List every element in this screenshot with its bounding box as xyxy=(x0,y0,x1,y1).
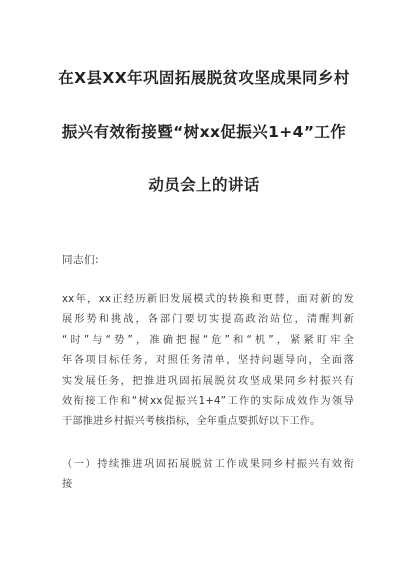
paragraph-line: xx年，xx正经历新旧发展模式的转换和更替，面对新的发 xyxy=(62,294,354,305)
title-line-3: 动员会上的讲话 xyxy=(148,176,260,194)
paragraph-line: “时”与“势”，准确把握“危”和“机”，紧紧盯牢全 xyxy=(62,334,354,346)
paragraph-1 xyxy=(62,290,354,433)
section-heading-1 xyxy=(62,455,354,496)
title-line-1: 在X县XX年巩固拓展脱贫攻坚成果同乡村 xyxy=(58,69,350,87)
paragraph-line: 干部推进乡村振兴考核指标，全年重点要抓好以下工作。 xyxy=(62,416,321,428)
salutation: 同志们: xyxy=(62,254,100,266)
paragraph-line: 年各项目标任务，对照任务清单，坚持问题导向，全面落 xyxy=(62,355,354,367)
title-line-2: 振兴有效衔接暨“树xx促振兴1+4”工作 xyxy=(61,123,347,141)
paragraph-line: 接 xyxy=(62,479,73,491)
paragraph-line: 效衔接工作和“树xx促振兴1+4”工作的实际成效作为领导 xyxy=(62,396,354,408)
paragraph-line: 展形势和挑战，各部门要切实提高政治站位，清醒判新 xyxy=(62,314,354,326)
paragraph-line: 实发展任务，把推进巩固拓展脱贫攻坚成果同乡村振兴有 xyxy=(62,375,354,387)
paragraph-line: （一）持续推进巩固拓展脱贫工作成果同乡村振兴有效衔 xyxy=(62,459,354,470)
